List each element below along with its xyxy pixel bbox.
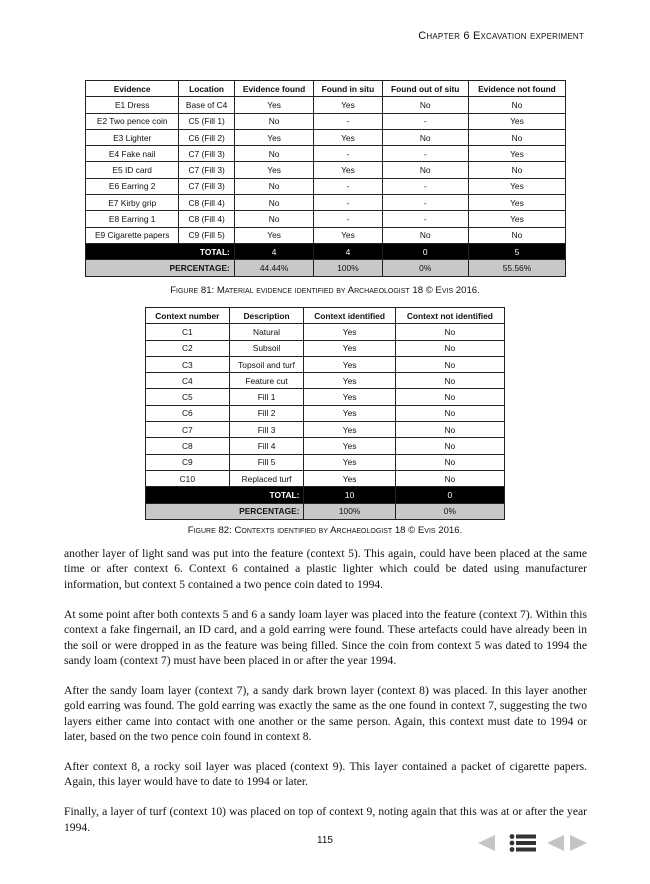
table-cell: No <box>382 129 468 145</box>
table-row <box>146 340 505 356</box>
table-row <box>146 356 505 372</box>
table-cell: E9 Cigarette papers <box>86 227 179 243</box>
total-row <box>146 487 505 503</box>
table-cell: C10 <box>146 470 230 486</box>
table-cell: No <box>234 113 313 129</box>
table-cell: No <box>395 438 504 454</box>
table-cell: No <box>395 470 504 486</box>
table-cell: C6 (Fill 2) <box>179 129 234 145</box>
table-cell: No <box>382 162 468 178</box>
table-cell: C8 <box>146 438 230 454</box>
table-row <box>146 373 505 389</box>
table-cell: No <box>395 324 504 340</box>
table-cell: No <box>234 178 313 194</box>
table-cell: Yes <box>314 129 382 145</box>
table-cell: E4 Fake nail <box>86 146 179 162</box>
header-cell: Context identified <box>304 308 395 324</box>
table-cell: No <box>468 129 565 145</box>
header-cell: Location <box>179 81 234 97</box>
percentage-cell: 0% <box>395 503 504 519</box>
table-cell: Base of C4 <box>179 97 234 113</box>
table-row <box>86 146 566 162</box>
header-cell: Evidence found <box>234 81 313 97</box>
chapter-title-rest: xcavation experiment <box>480 30 584 42</box>
paragraph: Finally, a layer of turf (context 10) was placed on top of context 9, noting again that this was at or after the year 1994. <box>64 805 587 834</box>
total-cell: 0 <box>382 243 468 259</box>
table-row <box>146 454 505 470</box>
table-cell: No <box>468 162 565 178</box>
table-cell: Yes <box>234 97 313 113</box>
table-cell: Yes <box>314 227 382 243</box>
percentage-label: PERCENTAGE: <box>86 260 235 276</box>
table-row <box>86 227 566 243</box>
table-cell: Yes <box>314 97 382 113</box>
table-row <box>146 470 505 486</box>
percentage-row <box>146 503 505 519</box>
total-cell: 4 <box>234 243 313 259</box>
percentage-cell: 44.44% <box>234 260 313 276</box>
table-row <box>86 211 566 227</box>
table-cell: No <box>395 373 504 389</box>
table-cell: Yes <box>234 162 313 178</box>
table-cell: Yes <box>304 389 395 405</box>
table-cell: Yes <box>468 211 565 227</box>
header-cell: Found in situ <box>314 81 382 97</box>
header-cell: Evidence <box>86 81 179 97</box>
chapter-number: 6 <box>463 30 470 42</box>
total-cell: 0 <box>395 487 504 503</box>
percentage-cell: 0% <box>382 260 468 276</box>
table-cell: Yes <box>304 454 395 470</box>
table-row <box>86 129 566 145</box>
table-cell: E1 Dress <box>86 97 179 113</box>
material-evidence-table <box>85 80 566 277</box>
table-cell: - <box>314 146 382 162</box>
table-cell: C6 <box>146 405 230 421</box>
figure-81-caption: Figure 81: Material evidence identified by Archaeologist 18 © Evis 2016. <box>170 285 480 296</box>
chapter-title-initial: E <box>472 30 481 42</box>
paragraph: another layer of light sand was put into the feature (context 5). This again, could have been placed at the same time or after context 6. Context 6 contained a plastic lighter which could be dated using manufacturer information, but context 5 contained a two pence coin dated to 1994. <box>64 547 587 591</box>
table-row <box>86 178 566 194</box>
table-row <box>146 324 505 340</box>
percentage-cell: 100% <box>304 503 395 519</box>
table-cell: E3 Lighter <box>86 129 179 145</box>
table-cell: C7 (Fill 3) <box>179 162 234 178</box>
table-cell: E6 Earring 2 <box>86 178 179 194</box>
table-row <box>146 422 505 438</box>
table-cell: No <box>382 227 468 243</box>
table-cell: Yes <box>304 373 395 389</box>
table-cell: Fill 1 <box>229 389 304 405</box>
table-row <box>86 162 566 178</box>
table-cell: No <box>395 340 504 356</box>
table-row <box>86 97 566 113</box>
header-cell: Context not identified <box>395 308 504 324</box>
body-text <box>64 546 587 850</box>
table-cell: Yes <box>468 113 565 129</box>
table-cell: No <box>395 454 504 470</box>
table-header-row <box>86 81 566 97</box>
table-cell: C3 <box>146 356 230 372</box>
table-cell: No <box>395 389 504 405</box>
table-cell: - <box>314 195 382 211</box>
percentage-row <box>86 260 566 276</box>
table-cell: E7 Kirby grip <box>86 195 179 211</box>
header-cell: Description <box>229 308 304 324</box>
table-cell: - <box>314 178 382 194</box>
table-cell: - <box>382 178 468 194</box>
table-cell: No <box>234 146 313 162</box>
table-cell: No <box>395 356 504 372</box>
table-cell: Fill 2 <box>229 405 304 421</box>
table-cell: Feature cut <box>229 373 304 389</box>
table-cell: Yes <box>304 422 395 438</box>
table-cell: Yes <box>304 405 395 421</box>
table-of-contents-icon[interactable] <box>509 833 537 853</box>
table-cell: - <box>382 113 468 129</box>
table-cell: Yes <box>304 340 395 356</box>
table-row <box>86 113 566 129</box>
table-row <box>146 405 505 421</box>
running-head <box>418 30 584 42</box>
previous-page-icon[interactable] <box>475 833 497 853</box>
percentage-label: PERCENTAGE: <box>146 503 304 519</box>
table-cell: Yes <box>304 324 395 340</box>
table-cell: - <box>314 113 382 129</box>
table-cell: Natural <box>229 324 304 340</box>
table-cell: C8 (Fill 4) <box>179 211 234 227</box>
table-cell: Yes <box>234 227 313 243</box>
table-cell: E5 ID card <box>86 162 179 178</box>
table-cell: No <box>234 195 313 211</box>
table-cell: Yes <box>234 129 313 145</box>
figure-82-caption: Figure 82: Contexts identified by Archaeologist 18 © Evis 2016. <box>187 525 463 536</box>
table-cell: C5 <box>146 389 230 405</box>
table-cell: E8 Earring 1 <box>86 211 179 227</box>
table-cell: Replaced turf <box>229 470 304 486</box>
table-cell: Yes <box>304 470 395 486</box>
table-cell: C4 <box>146 373 230 389</box>
chapter-label-rest: hapter <box>426 30 461 42</box>
table-cell: C5 (Fill 1) <box>179 113 234 129</box>
table-cell: C7 <box>146 422 230 438</box>
table-row <box>86 195 566 211</box>
table-row <box>146 389 505 405</box>
table-cell: Yes <box>304 356 395 372</box>
table-cell: No <box>395 422 504 438</box>
table-cell: Fill 4 <box>229 438 304 454</box>
table-cell: Yes <box>468 195 565 211</box>
table-cell: C9 <box>146 454 230 470</box>
table-cell: - <box>382 146 468 162</box>
table-cell: C9 (Fill 5) <box>179 227 234 243</box>
table-cell: C7 (Fill 3) <box>179 178 234 194</box>
table-cell: No <box>234 211 313 227</box>
paragraph: After the sandy loam layer (context 7), a sandy dark brown layer (context 8) was placed. In this layer another gold earring was found. The gold earring was exactly the same as the one found in context 7, suggesting the two layers either came into contact with one another or the same person. Again, this context must date to 1994 or later, based on the two pence coin found in context 8. <box>64 683 587 744</box>
percentage-cell: 55.56% <box>468 260 565 276</box>
table-header-row <box>146 308 505 324</box>
total-row <box>86 243 566 259</box>
total-cell: 5 <box>468 243 565 259</box>
table-cell: Yes <box>314 162 382 178</box>
paragraph: After context 8, a rocky soil layer was placed (context 9). This layer contained a packet of cigarette papers. Again, this layer would have to date to 1994 or later. <box>64 759 587 789</box>
page-number: 115 <box>317 835 333 846</box>
contexts-table <box>145 307 505 520</box>
table-cell: Fill 3 <box>229 422 304 438</box>
table-cell: - <box>314 211 382 227</box>
table-cell: C1 <box>146 324 230 340</box>
header-cell: Evidence not found <box>468 81 565 97</box>
total-label: TOTAL: <box>146 487 304 503</box>
table-cell: Fill 5 <box>229 454 304 470</box>
table-cell: Subsoil <box>229 340 304 356</box>
percentage-cell: 100% <box>314 260 382 276</box>
table-cell: No <box>468 97 565 113</box>
total-cell: 4 <box>314 243 382 259</box>
table-cell: No <box>382 97 468 113</box>
back-icon[interactable] <box>544 833 566 853</box>
table-cell: Topsoil and turf <box>229 356 304 372</box>
table-cell: Yes <box>468 178 565 194</box>
table-row <box>146 438 505 454</box>
total-label: TOTAL: <box>86 243 235 259</box>
table-cell: Yes <box>468 146 565 162</box>
total-cell: 10 <box>304 487 395 503</box>
header-cell: Found out of situ <box>382 81 468 97</box>
header-cell: Context number <box>146 308 230 324</box>
table-cell: - <box>382 195 468 211</box>
table-cell: No <box>468 227 565 243</box>
chapter-label-initial: C <box>418 30 427 42</box>
table-cell: C7 (Fill 3) <box>179 146 234 162</box>
table-cell: - <box>382 211 468 227</box>
table-cell: No <box>395 405 504 421</box>
table-cell: Yes <box>304 438 395 454</box>
table-cell: E2 Two pence coin <box>86 113 179 129</box>
table-cell: C2 <box>146 340 230 356</box>
table-cell: C8 (Fill 4) <box>179 195 234 211</box>
next-page-icon[interactable] <box>568 833 590 853</box>
paragraph: At some point after both contexts 5 and 6 a sandy loam layer was placed into the feature (context 7). Within this context a fake fingernail, an ID card, and a gold earring were found. These artefacts could have already been in the soil or were dropped in as the feature was being filled. Since the coin from context 5 was dated to 1994 the sandy loam (context 7) must have been placed in or after the year 1994. <box>64 607 587 667</box>
